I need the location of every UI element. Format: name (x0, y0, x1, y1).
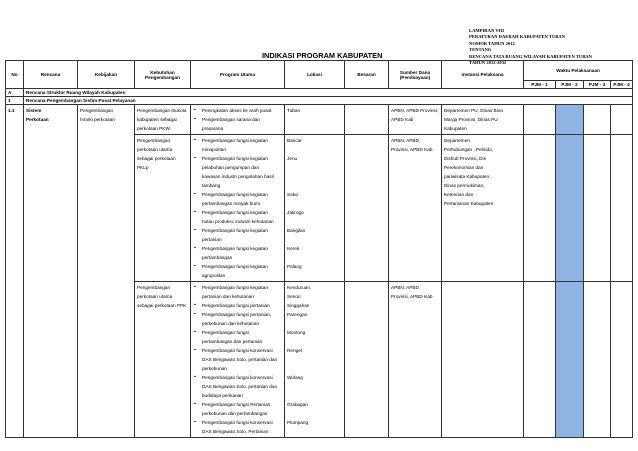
lokasi-line (287, 382, 342, 391)
program-line: kawasan industri pengolahan hasil (202, 174, 274, 179)
header-pjm-3: PJM - 3 (584, 81, 611, 89)
besaran-line (347, 124, 386, 133)
besaran-line (347, 235, 386, 244)
pjm-4-cell (611, 282, 633, 438)
program-line: ▪ Pengembangan fungsi kegiatan (193, 190, 282, 199)
sumber-line (391, 382, 439, 391)
instansi-line: Ketenrian dan (444, 192, 474, 197)
sumber-cell (389, 105, 442, 135)
lokasi-line (287, 181, 342, 190)
program-line: perkebunan dan pertambangan (202, 411, 268, 416)
lokasi-line: Bangilan (287, 228, 306, 233)
instansi-line (444, 364, 521, 373)
besaran-line (347, 154, 386, 163)
instansi-line (444, 310, 521, 319)
besaran-line (347, 253, 386, 262)
header-lokasi: Lokasi (285, 61, 345, 89)
header-pjm-2: PJM - 2 (556, 81, 584, 89)
instansi-line (444, 382, 521, 391)
instansi-line: Perhubungan , Pelindo, (444, 147, 493, 152)
kebutuhan-line: Pengembangan (137, 138, 171, 143)
sumber-line (391, 181, 439, 190)
besaran-line (347, 337, 386, 346)
header-no: No (6, 61, 24, 89)
sumber-line (391, 271, 439, 280)
program-line: ▪ Pengembangan fungsi Pertanian, (193, 400, 282, 409)
instansi-line (444, 301, 521, 310)
lokasi-line (287, 217, 342, 226)
besaran-line (347, 262, 386, 271)
program-line: ▪ Pengembangan fungsi kegiatan (193, 136, 282, 145)
kebutuhan-line: Pengembangan ibukota (137, 108, 187, 113)
lokasi-line (287, 337, 342, 346)
header-program: Program Utama (191, 61, 285, 89)
sumber-line (391, 163, 439, 172)
instansi-line: Perekonomian dan (444, 165, 484, 170)
header-instansi: Instansi Pelaksana (442, 61, 524, 89)
lokasi-line (287, 253, 342, 262)
program-line: pertanian dan kehutanan (202, 294, 254, 299)
program-line: DAS Bengawan Solo, pertanian dan (202, 384, 278, 389)
besaran-line (347, 382, 386, 391)
program-table (5, 60, 633, 438)
program-line: ▪ Pengembangan fungsi konservasi (193, 418, 282, 427)
sumber-line (391, 199, 439, 208)
besaran-cell (345, 135, 389, 282)
sumber-line (391, 319, 439, 328)
kebutuhan-line: sebagai perkotaan (137, 156, 176, 161)
sumber-line (391, 235, 439, 244)
program-line: minapolitan (202, 147, 226, 152)
program-line: prasarana (202, 126, 224, 131)
program-cell (191, 105, 285, 135)
lokasi-line: Tuban (287, 108, 301, 113)
sumber-line (391, 328, 439, 337)
rencana-cell (24, 105, 78, 438)
program-line: hutan produksi, industri kehutanan (202, 219, 274, 224)
besaran-line (347, 136, 386, 145)
program-cell (191, 282, 285, 438)
kebijakan-line: hirarki perkotaan (80, 117, 115, 122)
besaran-line (347, 427, 386, 436)
header-pjm-1: PJM - 1 (524, 81, 556, 89)
sumber-line (391, 253, 439, 262)
program-line: ▪ Pengembangan fungsi konservasi (193, 346, 282, 355)
sumber-line: APBN, APBD (391, 138, 419, 143)
lokasi-line (287, 172, 342, 181)
besaran-line (347, 106, 386, 115)
lokasi-line (287, 115, 342, 124)
besaran-line (347, 163, 386, 172)
besaran-line (347, 364, 386, 373)
lokasi-line: Rengel (287, 348, 302, 353)
lokasi-line: Soko (287, 192, 298, 197)
sumber-line (391, 400, 439, 409)
instansi-line (444, 253, 521, 262)
besaran-line (347, 145, 386, 154)
kebutuhan-line: sebagai perkotaan PPK (137, 303, 187, 308)
lokasi-line: Kerek (287, 246, 300, 251)
besaran-line (347, 310, 386, 319)
lokasi-cell (285, 105, 345, 135)
pjm-4-cell (611, 105, 633, 135)
sumber-line (391, 172, 439, 181)
pjm-3-cell (584, 135, 611, 282)
sumber-line (391, 217, 439, 226)
instansi-line (444, 217, 521, 226)
besaran-cell (345, 282, 389, 438)
lampiran-line: TAHUN 2012-2032 (469, 60, 507, 66)
besaran-line (347, 217, 386, 226)
program-line: ▪ Pengembangan fungsi pertanian, (193, 310, 282, 319)
header-waktu: Waktu Pelaksanaan (524, 61, 633, 81)
table-row (6, 105, 633, 135)
instansi-line (444, 283, 521, 292)
program-line: tambang (202, 183, 221, 188)
besaran-line (347, 409, 386, 418)
pjm-3-cell (584, 105, 611, 135)
pjm-2-cell (556, 282, 584, 438)
section-1-label: Rencana Pengembangan Sistim Pusat Pelayanan (24, 97, 633, 105)
header-row (6, 61, 633, 81)
lampiran-line: PERATURAN DAERAH KABUPATEN TUBAN (469, 34, 566, 40)
lokasi-line (287, 319, 342, 328)
program-line: pertambangan (202, 255, 233, 260)
kebutuhan-cell (135, 282, 191, 438)
sumber-line (391, 337, 439, 346)
sumber-line (391, 427, 439, 436)
lokasi-line (287, 391, 342, 400)
sumber-line (391, 208, 439, 217)
sumber-line (391, 301, 439, 310)
pjm-1-cell (524, 105, 556, 135)
rencana-line: Perkotaan (26, 117, 49, 122)
instansi-line (444, 235, 521, 244)
section-a-label: Rencana Struktur Ruang Wilayah Kabupaten (24, 89, 633, 97)
sumber-line: Provinsi, APBD Kab (391, 147, 433, 152)
instansi-line (444, 391, 521, 400)
besaran-line (347, 199, 386, 208)
besaran-line (347, 355, 386, 364)
instansi-cell (442, 282, 524, 438)
sumber-line (391, 346, 439, 355)
header-rencana: Rencana (24, 61, 78, 89)
lokasi-line: Widang (287, 375, 303, 380)
kebutuhan-line: Pengembangan (137, 285, 171, 290)
pjm-2-cell (556, 135, 584, 282)
sumber-line: Provinsi, APBD Kab (391, 294, 433, 299)
instansi-line (444, 328, 521, 337)
sumber-line (391, 391, 439, 400)
sumber-line (391, 190, 439, 199)
program-line: DAS Bengawan Solo, pertanian dan (202, 357, 278, 362)
program-line: ▪ Pengembangan fungsi pertanian (193, 301, 282, 310)
instansi-line (444, 418, 521, 427)
sumber-line (391, 124, 439, 133)
header-sumber: Sumber Dana (Pembiayaan) (389, 61, 442, 89)
instansi-line: pariwisata Kabupaten , (444, 174, 492, 179)
besaran-cell (345, 105, 389, 135)
section-1-row (6, 97, 633, 105)
program-line: pertambangan dan pertanian (202, 339, 263, 344)
besaran-line (347, 292, 386, 301)
kebutuhan-line: PKLp (137, 165, 149, 170)
kebutuhan-line: kabupaten sebagai (137, 117, 177, 122)
instansi-line (444, 226, 521, 235)
program-line: ▪ Pengembangan fungsi kegiatan (193, 154, 282, 163)
section-a-row (6, 89, 633, 97)
sumber-line: APBN, APBD Provinsi, (391, 108, 439, 113)
sumber-line (391, 262, 439, 271)
row-no-text: 1.1 (8, 108, 15, 113)
kebutuhan-cell (135, 135, 191, 282)
program-line: perkebunan dan kehutanan (202, 321, 260, 326)
lampiran-line: RENCANA TATA RUANG WILAYAH KABUPATEN TUBAN (469, 53, 592, 59)
program-line: budidaya perikanan (202, 393, 243, 398)
besaran-line (347, 328, 386, 337)
sumber-line (391, 364, 439, 373)
instansi-cell (442, 105, 524, 135)
instansi-line (444, 355, 521, 364)
program-line: pertanian (202, 237, 222, 242)
program-line: agropolitan (202, 273, 226, 278)
instansi-line (444, 427, 521, 436)
lokasi-line: Jatirogo (287, 210, 304, 215)
lokasi-line: Montong (287, 330, 306, 335)
sumber-line (391, 355, 439, 364)
besaran-line (347, 172, 386, 181)
lokasi-line (287, 271, 342, 280)
program-line: pertambangan minyak bumi (202, 201, 260, 206)
instansi-line (444, 271, 521, 280)
sumber-cell (389, 282, 442, 438)
lokasi-line: Jenu (287, 156, 298, 161)
besaran-line (347, 319, 386, 328)
besaran-line (347, 115, 386, 124)
pjm-1-cell (524, 282, 556, 438)
lokasi-cell (285, 135, 345, 282)
header-kebutuhan: Kebutuhan Pengembangan (135, 61, 191, 89)
program-line: ▪ Pengembangan fungsi kegiatan (193, 262, 282, 271)
program-line: ▪ Pengembangan sarana dan (193, 115, 282, 124)
lokasi-line: Bancar (287, 138, 302, 143)
kebijakan-line: Pengembangan (80, 108, 114, 113)
lokasi-line: Palang (287, 264, 302, 269)
sumber-line (391, 244, 439, 253)
lokasi-line (287, 235, 342, 244)
sumber-line (391, 226, 439, 235)
besaran-line (347, 283, 386, 292)
sumber-line (391, 409, 439, 418)
page-title: INDIKASI PROGRAM KABUPATEN (262, 51, 383, 60)
header-pjm-4: PJM - 4 (611, 81, 633, 89)
lokasi-line: Grabagan (287, 402, 308, 407)
sumber-cell (389, 135, 442, 282)
rencana-line: Sistem (26, 108, 42, 113)
instansi-line: Pertanianan Kabupaten (444, 201, 494, 206)
lampiran-line: NOMOR TAHUN 2012 (469, 40, 515, 46)
lokasi-line (287, 124, 342, 133)
section-a-no: A (6, 89, 24, 97)
header-kebijakan: Kebijakan (78, 61, 135, 89)
lokasi-line: Parengan (287, 312, 308, 317)
row-no (6, 105, 24, 438)
program-line: ▪ Pengembangan fungsi kegiatan (193, 283, 282, 292)
besaran-line (347, 271, 386, 280)
instansi-line (444, 262, 521, 271)
pjm-3-cell (584, 282, 611, 438)
besaran-line (347, 418, 386, 427)
besaran-line (347, 301, 386, 310)
instansi-line (444, 346, 521, 355)
besaran-line (347, 208, 386, 217)
program-cell (191, 135, 285, 282)
pjm-1-cell (524, 135, 556, 282)
lokasi-line (287, 199, 342, 208)
program-line: perkebunan (202, 366, 227, 371)
instansi-line (444, 292, 521, 301)
instansi-cell (442, 135, 524, 282)
program-line: ▪ Pengembangan fungsi kegiatan (193, 244, 282, 253)
instansi-line (444, 208, 521, 217)
pjm-2-cell (556, 105, 584, 135)
instansi-line (444, 319, 521, 328)
kebutuhan-line: perkotaan utama (137, 294, 173, 299)
program-line: ▪ Pengembangan fungsi (193, 328, 282, 337)
instansi-line: Departemen PU, Dinas Bina (444, 108, 503, 113)
lokasi-line (287, 163, 342, 172)
instansi-line (444, 373, 521, 382)
lokasi-line (287, 364, 342, 373)
instansi-line (444, 244, 521, 253)
lokasi-line: Plumpang (287, 420, 309, 425)
program-line: ▪ Pengembangan fungsi kegiatan (193, 208, 282, 217)
kebijakan-cell (78, 105, 135, 438)
program-line: ▪ Pengembangan fungsi konservasi (193, 373, 282, 382)
sumber-line (391, 418, 439, 427)
besaran-line (347, 373, 386, 382)
lokasi-cell (285, 282, 345, 438)
instansi-line: Kabupaten (444, 126, 467, 131)
instansi-line: Departemen (444, 138, 470, 143)
besaran-line (347, 400, 386, 409)
instansi-line: Dishub Provinsi, Dis (444, 156, 486, 161)
instansi-line (444, 400, 521, 409)
header-besaran: Besaran (345, 61, 389, 89)
kebutuhan-line: perkotaan PKW (137, 126, 170, 131)
sumber-line: APBN, APBD (391, 285, 419, 290)
pjm-4-cell (611, 135, 633, 282)
lokasi-line (287, 409, 342, 418)
besaran-line (347, 226, 386, 235)
lampiran-line: TENTANG (469, 47, 492, 53)
program-line: ▪ Pengembangan fungsi kegiatan (193, 226, 282, 235)
sumber-line: APBD Kab (391, 117, 414, 122)
program-line: pelabuhan pengumpan dan (202, 165, 260, 170)
program-line: ▪ Peningkatan akses ke arah pusat (193, 106, 282, 115)
instansi-line (444, 337, 521, 346)
lokasi-line (287, 145, 342, 154)
instansi-line: Dinas permukiman, (444, 183, 485, 188)
instansi-line: Marga Provinsi, Dinas PU (444, 117, 498, 122)
instansi-line (444, 409, 521, 418)
besaran-line (347, 181, 386, 190)
besaran-line (347, 190, 386, 199)
lokasi-line (287, 355, 342, 364)
besaran-line (347, 346, 386, 355)
lokasi-line: Singgahan (287, 303, 310, 308)
lokasi-line: Senori (287, 294, 301, 299)
sumber-line (391, 154, 439, 163)
kebutuhan-cell (135, 105, 191, 135)
lokasi-line: Kenduruan, (287, 285, 312, 290)
besaran-line (347, 391, 386, 400)
program-line: DAS Bengawan Solo, Pertanian (202, 429, 269, 434)
kebutuhan-line: perkotaan utama (137, 147, 173, 152)
section-1-no: 1 (6, 97, 24, 105)
besaran-line (347, 244, 386, 253)
lampiran-line: LAMPIRAN VIII (469, 28, 505, 33)
sumber-line (391, 310, 439, 319)
sumber-line (391, 373, 439, 382)
lokasi-line (287, 427, 342, 436)
